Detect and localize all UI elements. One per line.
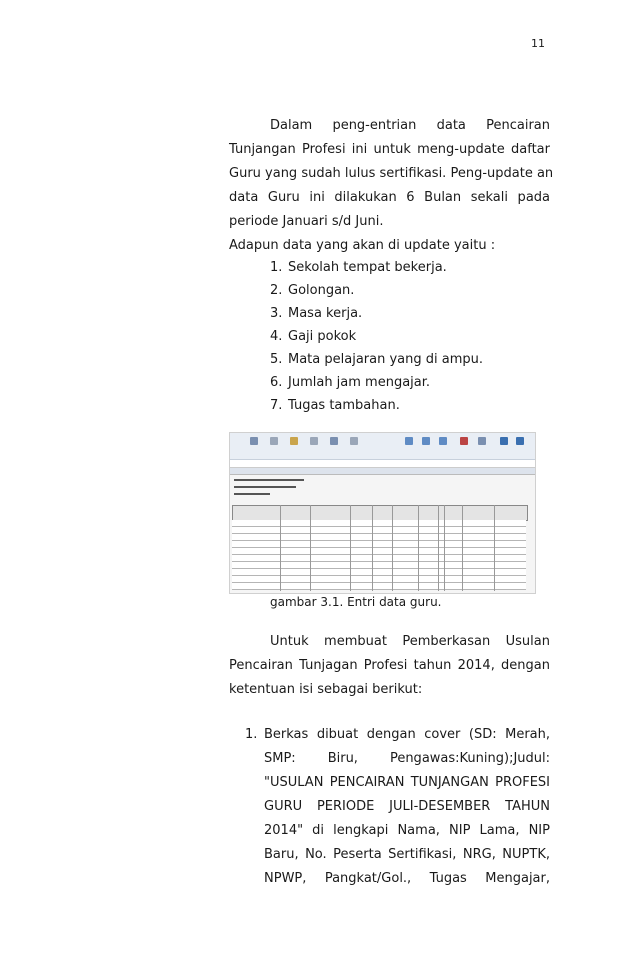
paragraph-line: data Guru ini dilakukan 6 Bulan sekali pada [229,190,550,205]
list-item: 1. Sekolah tempat bekerja. [270,260,447,275]
requirement-number: 1. [245,727,258,742]
spreadsheet-ribbon [230,433,535,460]
data-table [232,505,526,591]
requirement-line: Baru, No. Peserta Sertifikasi, NRG, NUPTK, [264,847,550,862]
requirement-line: Berkas dibuat dengan cover (SD: Merah, [264,727,550,742]
requirement-line: SMP: Biru, Pengawas:Kuning);Judul: [264,751,550,766]
list-item: 5. Mata pelajaran yang di ampu. [270,352,483,367]
page-number: 11 [531,37,545,50]
requirement-line: "USULAN PENCAIRAN TUNJANGAN PROFESI [264,775,550,790]
list-item: 4. Gaji pokok [270,329,357,344]
paragraph-line: Untuk membuat Pemberkasan Usulan [270,634,550,649]
spreadsheet-figure [229,432,536,594]
paragraph-line: periode Januari s/d Juni. [229,214,384,229]
paragraph-line: Dalam peng-entrian data Pencairan [270,118,550,133]
figure-caption: gambar 3.1. Entri data guru. [270,595,442,609]
paragraph-line: Guru yang sudah lulus sertifikasi. Peng-update an [229,166,554,181]
paragraph-line: Tunjangan Profesi ini untuk meng-update daftar [229,142,550,157]
list-item: 2. Golongan. [270,283,355,298]
list-intro: Adapun data yang akan di update yaitu : [229,238,496,253]
list-item: 6. Jumlah jam mengajar. [270,375,431,390]
list-item: 7. Tugas tambahan. [270,398,400,413]
formula-bar [230,460,535,468]
requirement-line: 2014" di lengkapi Nama, NIP Lama, NIP [264,823,550,838]
column-header-bar [230,468,535,475]
paragraph-line: ketentuan isi sebagai berikut: [229,682,423,697]
paragraph-line: Pencairan Tunjagan Profesi tahun 2014, dengan [229,658,550,673]
requirement-line: GURU PERIODE JULI-DESEMBER TAHUN [264,799,550,814]
requirement-line: NPWP, Pangkat/Gol., Tugas Mengajar, [264,871,550,886]
list-item: 3. Masa kerja. [270,306,363,321]
